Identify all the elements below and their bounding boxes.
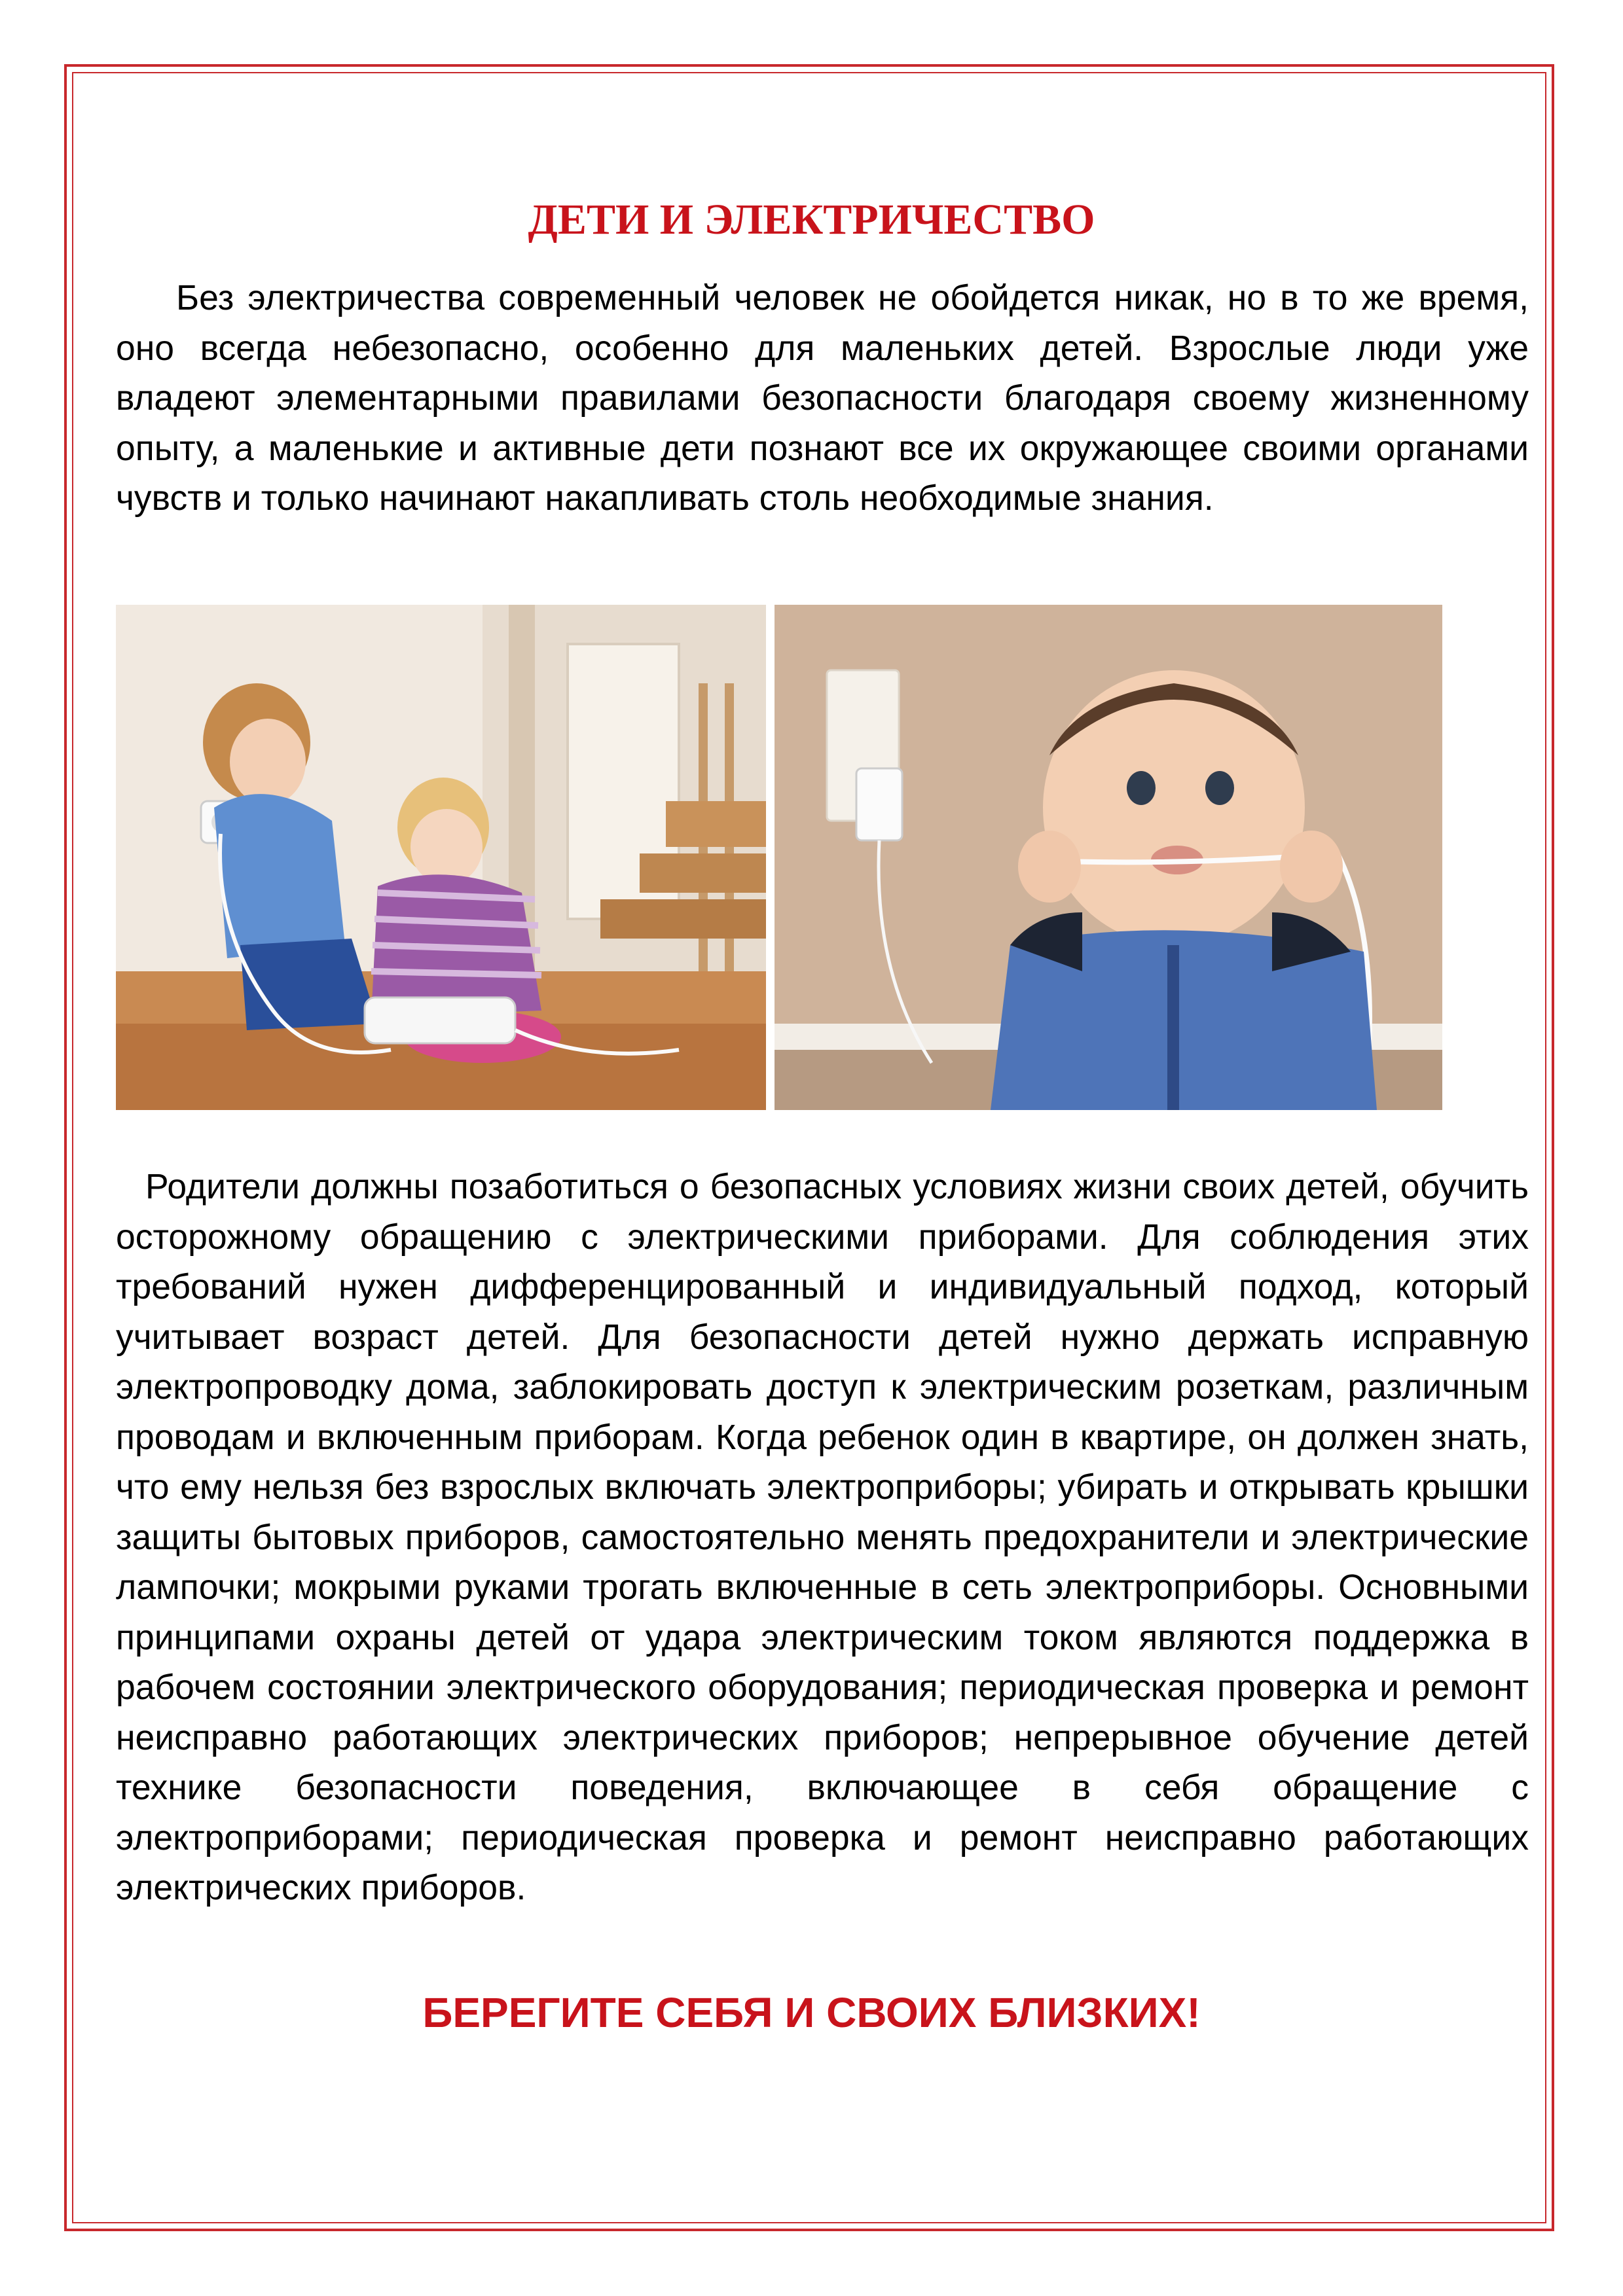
body-paragraph: Родители должны позаботиться о безопасных условиях жизни своих детей, обучить осторожному обращению с электрическими приборами. Для соблюдения этих требований нужен дифференцированный и индивидуальный подход, который учитывает возраст детей. Для безопасности детей нужно держать исправную электропроводку дома, заблокировать доступ к электрическим розеткам, различным проводам и включенным приборам. Когда ребенок один в квартире, он должен знать, что ему нельзя без взрослых включать электроприборы; убирать и открывать крышки защиты бытовых приборов, самостоятельно менять предохранители и электрические лампочки; мокрыми руками трогать включенные в сеть электроприборы. Основными принципами охраны детей от удара электрическим током являются поддержка в рабочем состоянии электрического оборудования; периодическая проверка и ремонт неисправно работающих электрических приборов; непрерывное обучение детей технике безопасности поведения, включающее в себя обращение с электроприборами; периодическая проверка и ремонт неисправно работающих электрических приборов.: [116, 1168, 1529, 1907]
closing-slogan: БЕРЕГИТЕ СЕБЯ И СВОИХ БЛИЗКИХ!: [422, 1989, 1201, 2036]
photo-baby-with-cable: [775, 605, 1442, 1110]
page-title: ДЕТИ И ЭЛЕКТРИЧЕСТВО: [528, 196, 1095, 243]
photo-children-with-outlet: [116, 605, 766, 1110]
intro-paragraph: Без электричества современный человек не обойдется никак, но в то же время, оно всегда небезопасно, особенно для маленьких детей. Взрослые люди уже владеют элементарными правилами безопасности благодаря своему жизненному опыту, а маленькие и активные дети познают все их окружающее своими органами чувств и только начинают накапливать столь необходимые знания.: [116, 279, 1529, 518]
